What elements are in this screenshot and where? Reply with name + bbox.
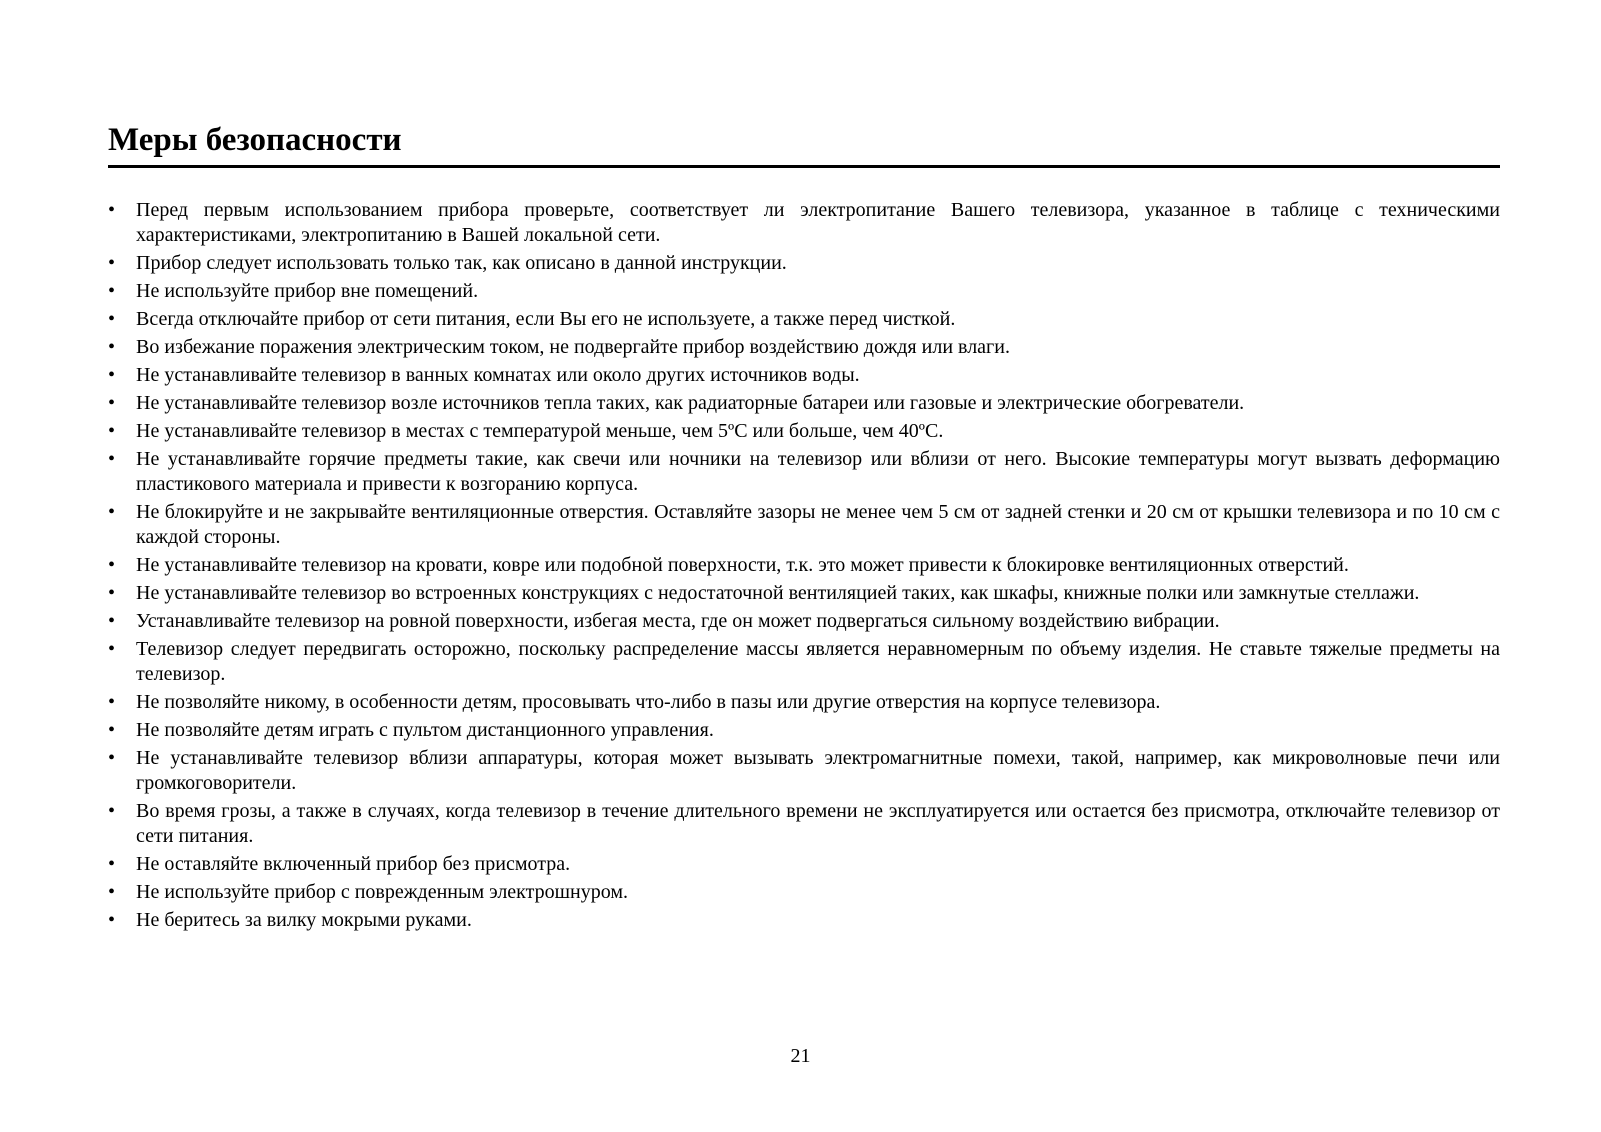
- bullet-icon: •: [108, 881, 116, 903]
- list-item-text: Перед первым использованием прибора проверьте, соответствует ли электропитание Вашего телевизора, указанное в таблице с техническими характеристиками, электропитанию в Вашей локальной сети.: [136, 199, 1500, 246]
- list-item-text: Не позволяйте никому, в особенности детям, просовывать что-либо в пазы или другие отверстия на корпусе телевизора.: [136, 691, 1161, 713]
- list-item: [108, 335, 1500, 360]
- list-item-text: Не устанавливайте телевизор вблизи аппаратуры, которая может вызывать электромагнитные помехи, такой, например, как микроволновые печи или громкоговорители.: [136, 747, 1500, 794]
- list-item: [108, 746, 1500, 796]
- bullet-icon: •: [108, 691, 116, 713]
- list-item: [108, 852, 1500, 877]
- bullet-icon: •: [108, 719, 116, 741]
- list-item: [108, 391, 1500, 416]
- bullet-icon: •: [108, 582, 116, 604]
- list-item: [108, 419, 1500, 444]
- list-item-text: Не устанавливайте телевизор в местах с температурой меньше, чем 5ºС или больше, чем 40ºС.: [136, 420, 944, 442]
- bullet-icon: •: [108, 252, 116, 274]
- bullet-icon: •: [108, 420, 116, 442]
- bullet-icon: •: [108, 448, 116, 470]
- bullet-icon: •: [108, 638, 116, 660]
- bullet-icon: •: [108, 280, 116, 302]
- bullet-icon: •: [108, 199, 116, 221]
- page-title: Меры безопасности: [108, 122, 402, 158]
- list-item-text: Во избежание поражения электрическим током, не подвергайте прибор воздействию дождя или влаги.: [136, 336, 1010, 358]
- bullet-icon: •: [108, 364, 116, 386]
- bullet-icon: •: [108, 853, 116, 875]
- list-item-text: Не позволяйте детям играть с пультом дистанционного управления.: [136, 719, 714, 741]
- bullet-icon: •: [108, 800, 116, 822]
- list-item: [108, 553, 1500, 578]
- list-item: [108, 799, 1500, 849]
- list-item: [108, 637, 1500, 687]
- list-item-text: Не беритесь за вилку мокрыми руками.: [136, 909, 472, 931]
- list-item: [108, 251, 1500, 276]
- list-item-text: Устанавливайте телевизор на ровной поверхности, избегая места, где он может подвергаться сильному воздействию вибрации.: [136, 610, 1220, 632]
- list-item-text: Не устанавливайте горячие предметы такие, как свечи или ночники на телевизор или вблизи от него. Высокие температуры могут вызвать деформацию пластикового материала и привести к возгоранию корпуса.: [136, 448, 1500, 495]
- list-item-text: Телевизор следует передвигать осторожно, поскольку распределение массы является неравномерным по объему изделия. Не ставьте тяжелые предметы на телевизор.: [136, 638, 1500, 685]
- list-item: [108, 609, 1500, 634]
- list-item: [108, 581, 1500, 606]
- bullet-icon: •: [108, 392, 116, 414]
- list-item-text: Не оставляйте включенный прибор без присмотра.: [136, 853, 571, 875]
- list-item: [108, 307, 1500, 332]
- bullet-icon: •: [108, 747, 116, 769]
- bullet-icon: •: [108, 336, 116, 358]
- bullet-icon: •: [108, 501, 116, 523]
- list-item: [108, 279, 1500, 304]
- list-item-text: Не устанавливайте телевизор на кровати, ковре или подобной поверхности, т.к. это может привести к блокировке вентиляционных отверстий.: [136, 554, 1349, 576]
- list-item: [108, 718, 1500, 743]
- list-item: [108, 198, 1500, 248]
- list-item-text: Не блокируйте и не закрывайте вентиляционные отверстия. Оставляйте зазоры не менее чем 5 см от задней стенки и 20 см от крышки телевизора и по 10 см с каждой стороны.: [136, 501, 1500, 548]
- list-item: [108, 447, 1500, 497]
- list-item-text: Прибор следует использовать только так, как описано в данной инструкции.: [136, 252, 787, 274]
- bullet-icon: •: [108, 308, 116, 330]
- list-item: [108, 690, 1500, 715]
- bullet-icon: •: [108, 554, 116, 576]
- bullet-icon: •: [108, 909, 116, 931]
- page-number: 21: [790, 1045, 811, 1067]
- list-item-text: Во время грозы, а также в случаях, когда телевизор в течение длительного времени не эксплуатируется или остается без присмотра, отключайте телевизор от сети питания.: [136, 800, 1500, 847]
- bullet-icon: •: [108, 610, 116, 632]
- safety-list: [108, 198, 1500, 936]
- list-item-text: Не устанавливайте телевизор в ванных комнатах или около других источников воды.: [136, 364, 860, 386]
- list-item: [108, 880, 1500, 905]
- list-item-text: Не устанавливайте телевизор во встроенных конструкциях с недостаточной вентиляцией таких, как шкафы, книжные полки или замкнутые стеллажи.: [136, 582, 1420, 604]
- list-item-text: Всегда отключайте прибор от сети питания, если Вы его не используете, а также перед чисткой.: [136, 308, 956, 330]
- list-item: [108, 500, 1500, 550]
- list-item: [108, 363, 1500, 388]
- list-item-text: Не используйте прибор вне помещений.: [136, 280, 479, 302]
- section-header: [108, 118, 1500, 168]
- list-item-text: Не используйте прибор с поврежденным электрошнуром.: [136, 881, 628, 903]
- list-item: [108, 908, 1500, 933]
- list-item-text: Не устанавливайте телевизор возле источников тепла таких, как радиаторные батареи или газовые и электрические обогреватели.: [136, 392, 1245, 414]
